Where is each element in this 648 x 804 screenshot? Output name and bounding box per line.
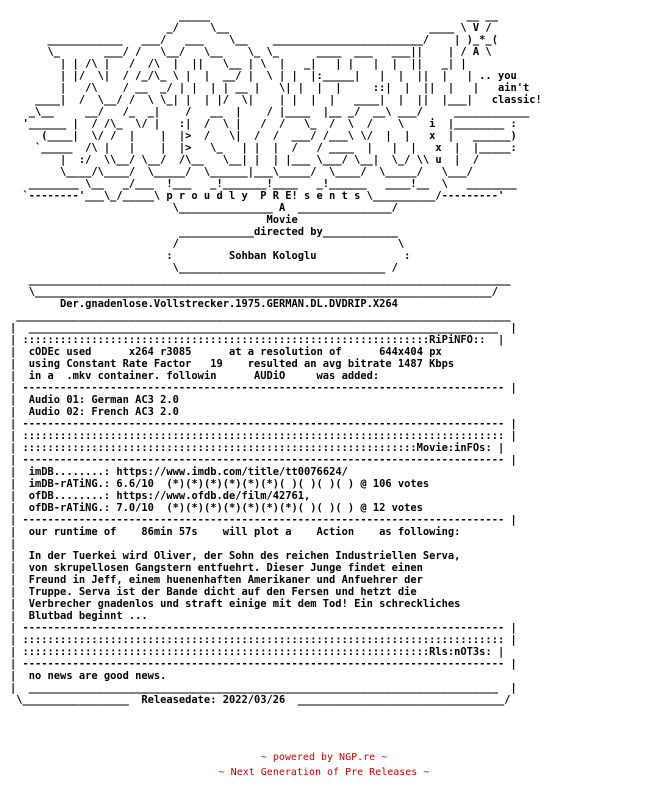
divider: | ----------------------------------------------------------------------------- | xyxy=(10,382,517,394)
divider: | ----------------------------------------------------------------------------- | xyxy=(10,622,517,634)
dotted-divider: | ::::::::::::::::::::::::::::::::::::::::::::::::::::::::::::::::::::::::::::: | xyxy=(10,634,517,646)
art-line: '______ | / /\_ \/ | :| / \ | / / \_ / \ / \ i |________ : xyxy=(10,118,517,130)
art-line: \____/\____/ \_____/ \______|___\_____/ \____/ \_____/ \___/ xyxy=(10,166,473,178)
box-border: _______________________________________________________________________________ xyxy=(10,310,511,322)
art-line: \_______________ A _______________/ xyxy=(10,202,398,214)
art-line: (____| \/ / | | |> / \| / / ___/ /___\ \/ | | x | ______) xyxy=(10,130,517,142)
ofdb-line: | ofDB........: https://www.ofdb.de/film/42761, xyxy=(10,490,311,502)
crf-text: using Constant Rate Factor 19 resulted an avg bitrate 1487 Kbps xyxy=(28,358,455,370)
runtime-text: our runtime of 86min 57s will plot a Action as following: xyxy=(28,526,461,538)
notes-title: Rls:nOT3s xyxy=(429,646,486,658)
art-line: \_________________________________________________________________________/ xyxy=(10,286,498,298)
art-line: _/ \__ ____ \ V / xyxy=(10,22,492,34)
ofdb-rating: 7.0/10 (*)(*)(*)(*)(*)(*)(*)( )( )( ) @ 12 votes xyxy=(116,502,423,514)
footer-powered-by-text[interactable]: ~ powered by NGP.re ~ xyxy=(260,752,388,763)
plot-line: | In der Tuerkei wird Oliver, der Sohn des reichen Industriellen Serva, xyxy=(10,550,461,562)
ripinfo-title: RiPiNFO xyxy=(429,334,473,346)
art-line: \_ ___/ / \__/ \__ \_ \_ ____ ___ ___|| | / A \ xyxy=(10,46,492,58)
audio-line: | Audio 02: French AC3 2.0 xyxy=(10,406,179,418)
movie-info-header-line: | :::::::::::::::::::::::::::::::::::::::::::::::::::::::::::::::Movie:inFOs: | xyxy=(10,442,505,454)
plot-text: von skrupellosen Gangstern entfuehrt. Dieser Junge findet einen xyxy=(28,562,423,574)
imdb-label: imDB........: xyxy=(28,466,111,478)
blank-line: | xyxy=(10,538,17,550)
codec-label: cODEc used xyxy=(28,346,92,358)
plot-text: Freund in Jeff, einem huenenhaften Amerikaner und Anfuehrer der xyxy=(28,574,423,586)
art-line: | |/ \| / /_/\_ \ | | __/ | \ | | |:_____| | | || | | .. you xyxy=(10,70,517,82)
art-line: _\__ __/ /_ _| / __ | / |____ |__ _/ __\ ___/ ____________ xyxy=(10,106,530,118)
imdb-rating: 6.6/10 (*)(*)(*)(*)(*)(*)( )( )( )( ) @ 106 votes xyxy=(116,478,430,490)
container-line: | in a .mkv container. followin AUDiO was added: xyxy=(10,370,380,382)
imdb-line: | imDB........: https://www.imdb.com/title/tt0076624/ xyxy=(10,466,348,478)
ofdb-rating-line: | ofDB-rATiNG.: 7.0/10 (*)(*)(*)(*)(*)(*)(*)( )( )( ) @ 12 votes xyxy=(10,502,423,514)
art-line: | :/ \\__/ \__/ /\__ \__| | | |___ \___/ \__| \_/ \\ u | / xyxy=(10,154,480,166)
divider: | ----------------------------------------------------------------------------- | xyxy=(10,454,517,466)
release-date-label: Releasedate: xyxy=(141,694,217,706)
runtime-line: | our runtime of 86min 57s will plot a Action as following: xyxy=(10,526,461,538)
imdb-rating-line: | imDB-rATiNG.: 6.6/10 (*)(*)(*)(*)(*)(*)( )( )( )( ) @ 106 votes xyxy=(10,478,430,490)
art-line: / \ xyxy=(10,238,405,250)
notes-text: no news are good news. xyxy=(28,670,167,682)
box-border: | ___________________________________________________________________________ | xyxy=(10,322,517,334)
plot-text: Truppe. Serva ist der Bande dicht auf den Fersen und hetzt die xyxy=(28,586,417,598)
plot-line: | Blutbad beginnt ... xyxy=(10,610,148,622)
art-line: _____________________________________________________________________________ xyxy=(10,274,511,286)
art-line: ____________directed by____________ xyxy=(10,226,398,238)
art-line: \_________________________________ / xyxy=(10,262,398,274)
resolution-value: 644x404 px xyxy=(379,346,442,358)
container-text: in a .mkv container. followin AUDiO was added: xyxy=(28,370,380,382)
audio-line: | Audio 01: German AC3 2.0 xyxy=(10,394,179,406)
plot-line: | von skrupellosen Gangstern entfuehrt. Dieser Junge findet einen xyxy=(10,562,423,574)
art-line: Movie xyxy=(10,214,298,226)
art-line: ____________ ___/ ___ \__ ________________________/ | )_*_( xyxy=(10,34,505,46)
plot-line: | Truppe. Serva ist der Bande dicht auf den Fersen und hetzt die xyxy=(10,586,417,598)
notes-header-line: | :::::::::::::::::::::::::::::::::::::::::::::::::::::::::::::::::Rls:nOT3s: | xyxy=(10,646,505,658)
audio-1: Audio 01: German AC3 2.0 xyxy=(28,394,179,406)
plot-text: In der Tuerkei wird Oliver, der Sohn des reichen Industriellen Serva, xyxy=(28,550,461,562)
dotted-divider: | ::::::::::::::::::::::::::::::::::::::::::::::::::::::::::::::::::::::::::::: | xyxy=(10,430,517,442)
release-date: 2022/03/26 xyxy=(222,694,286,706)
art-line: | | /\ | / /\ | || \__ | \ | _| | | | | || _| | xyxy=(10,58,467,70)
codec-value: x264 r3085 xyxy=(128,346,192,358)
imdb-rating-label: imDB-rATiNG.: xyxy=(28,478,111,490)
plot-text: Blutbad beginnt ... xyxy=(28,610,148,622)
divider: | ----------------------------------------------------------------------------- | xyxy=(10,418,517,430)
art-line: ________ \__ _/___ !___ _!_______!____ _!______ ____!__ \ ________ xyxy=(10,178,517,190)
plot-line: | Freund in Jeff, einem huenenhaften Amerikaner und Anfuehrer der xyxy=(10,574,423,586)
imdb-url[interactable]: https://www.imdb.com/title/tt0076624/ xyxy=(116,466,348,478)
art-line: ____| / \__/ / \ \_| | | |/ \| | | | | ____| | || |___| classic! xyxy=(10,94,542,106)
divider: | ----------------------------------------------------------------------------- | xyxy=(10,514,517,526)
codec-line: | cODEc used x264 r3085 at a resolution of 644x404 px xyxy=(10,346,442,358)
art-line: `_____ /\ | | | |> \_ | | | / / ____ | | | x | |_____: xyxy=(10,142,517,154)
art-line: | /\ / __ _/ | | | | __ | \| | | | ::| | || | | ain't xyxy=(10,82,530,94)
audio-2: Audio 02: French AC3 2.0 xyxy=(28,406,179,418)
crf-line: | using Constant Rate Factor 19 resulted an avg bitrate 1487 Kbps xyxy=(10,358,455,370)
plot-line: | Verbrecher gnadenlos und straft einige mit dem Tod! Ein schreckliches xyxy=(10,598,461,610)
footer-tagline xyxy=(0,766,648,780)
box-border: | ___________________________________________________________________________ | xyxy=(10,682,517,694)
resolution-label: at a resolution of xyxy=(229,346,342,358)
release-date-line: \_________________ Releasedate: 2022/03/26 _________________________________/ xyxy=(10,694,511,706)
divider: | ----------------------------------------------------------------------------- | xyxy=(10,658,517,670)
movie-info-title: Movie:inFOs xyxy=(416,442,486,454)
art-line: `--------'___\_/_____\ p r o u d l y P R E! s e n t s \__________/---------' xyxy=(10,190,505,202)
ripinfo-header-line: | :::::::::::::::::::::::::::::::::::::::::::::::::::::::::::::::::RiPiNFO:: | xyxy=(10,334,505,346)
release-name-line xyxy=(10,298,640,310)
plot-text: Verbrecher gnadenlos und straft einige mit dem Tod! Ein schreckliches xyxy=(28,598,461,610)
art-line: _____ __ __ xyxy=(10,10,498,22)
ofdb-rating-label: ofDB-rATiNG.: xyxy=(28,502,111,514)
release-name: Der.gnadenlose.Vollstrecker.1975.GERMAN.DL.DVDRIP.X264 xyxy=(60,298,398,310)
footer-tagline-text: ~ Next Generation of Pre Releases ~ xyxy=(218,767,430,778)
notes-line: | no news are good news. xyxy=(10,670,167,682)
ofdb-label: ofDB........: xyxy=(28,490,111,502)
nfo-document xyxy=(10,10,640,706)
ofdb-url[interactable]: https://www.ofdb.de/film/42761, xyxy=(116,490,311,502)
footer-powered-by xyxy=(0,751,648,765)
art-line: : Sohban Kologlu : xyxy=(10,250,411,262)
